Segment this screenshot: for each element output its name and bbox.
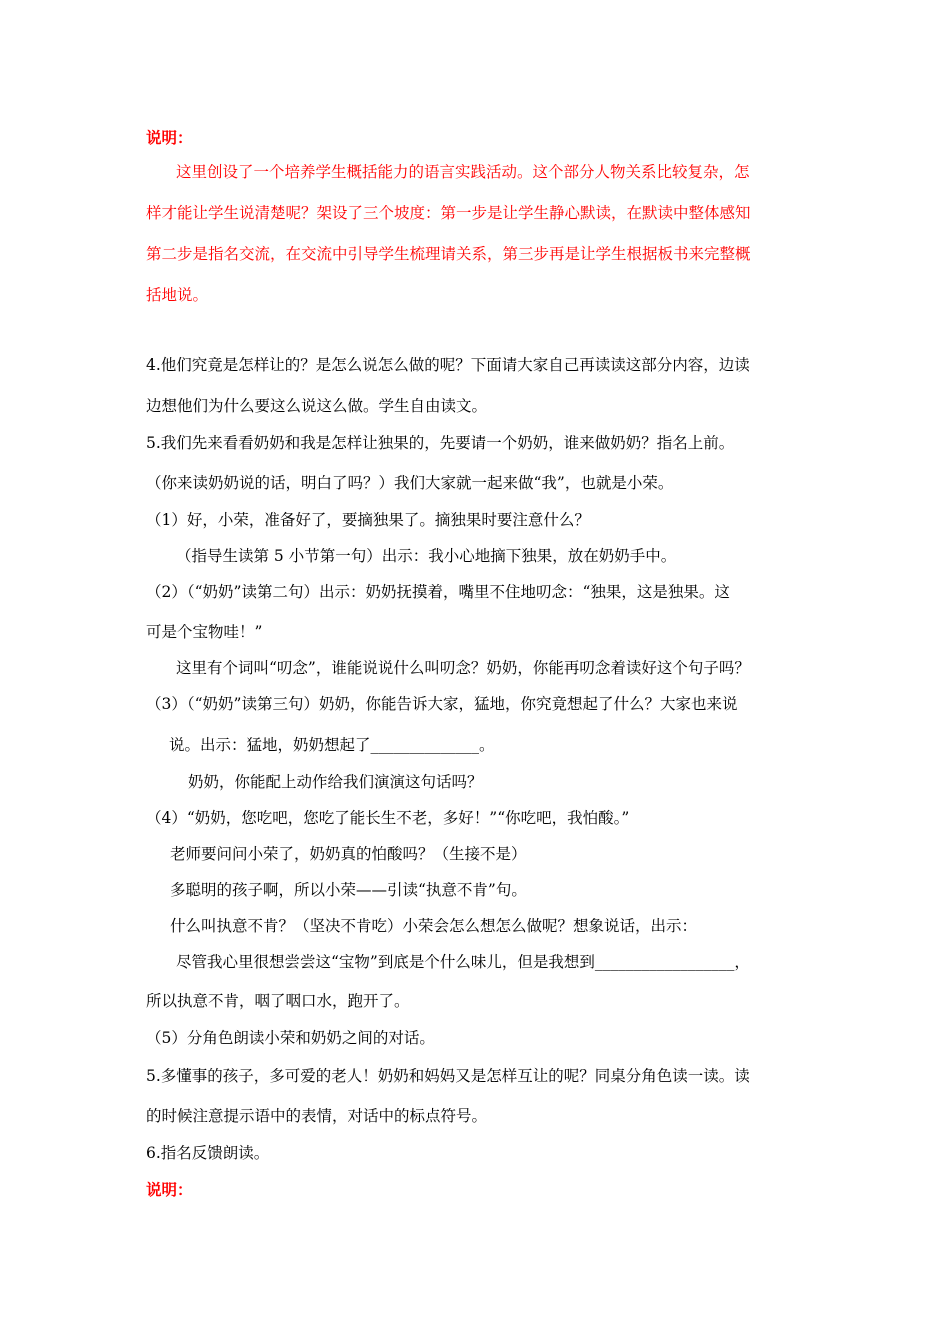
note-line: 这里创设了一个培养学生概括能力的语言实践活动。这个部分人物关系比较复杂，怎 <box>176 163 750 181</box>
body-line: （4）“奶奶，您吃吧，您吃了能长生不老，多好！”“你吃吧，我怕酸。” <box>146 809 630 827</box>
body-line: 尽管我心里很想尝尝这“宝物”到底是个什么味儿，但是我想到__________________， <box>176 953 750 971</box>
body-line: 4.他们究竟是怎样让的？是怎么说怎么做的呢？下面请大家自己再读读这部分内容，边读 <box>146 356 750 374</box>
body-line: 什么叫执意不肯？（坚决不肯吃）小荣会怎么想怎么做呢？想象说话，出示： <box>170 917 698 935</box>
body-line: 6.指名反馈朗读。 <box>146 1144 270 1162</box>
note-line: 样才能让学生说清楚呢？架设了三个坡度：第一步是让学生静心默读，在默读中整体感知 <box>146 204 751 222</box>
body-line: 的时候注意提示语中的表情，对话中的标点符号。 <box>146 1107 488 1125</box>
body-line: 边想他们为什么要这么说这么做。学生自由读文。 <box>146 397 488 415</box>
body-line: （3）（“奶奶”读第三句）奶奶，你能告诉大家，猛地，你究竟想起了什么？大家也来说 <box>146 695 738 713</box>
note-line: 括地说。 <box>146 286 209 304</box>
body-line: （指导生读第 5 小节第一句）出示：我小心地摘下独果，放在奶奶手中。 <box>176 547 677 565</box>
body-line: 5.我们先来看看奶奶和我是怎样让独果的，先要请一个奶奶，谁来做奶奶？指名上前。 <box>146 434 735 452</box>
note-line: 第二步是指名交流，在交流中引导学生梳理请关系，第三步再是让学生根据板书来完整概 <box>146 245 751 263</box>
body-line: 所以执意不肯，咽了咽口水，跑开了。 <box>146 992 410 1010</box>
body-line: 老师要问问小荣了，奶奶真的怕酸吗？（生接不是） <box>170 845 527 863</box>
body-line: （你来读奶奶说的话，明白了吗？）我们大家就一起来做“我”，也就是小荣。 <box>146 474 674 492</box>
note-heading: 说明： <box>146 128 193 147</box>
body-line: （5）分角色朗读小荣和奶奶之间的对话。 <box>146 1029 435 1047</box>
body-line: 可是个宝物哇！” <box>146 623 263 641</box>
body-line: 5.多懂事的孩子，多可爱的老人！奶奶和妈妈又是怎样互让的呢？同桌分角色读一读。读 <box>146 1067 750 1085</box>
body-line: （2）（“奶奶”读第二句）出示：奶奶抚摸着，嘴里不住地叨念：“独果，这是独果。这 <box>146 583 730 601</box>
body-line: 多聪明的孩子啊，所以小荣——引读“执意不肯”句。 <box>170 881 527 899</box>
body-line: 说。出示：猛地，奶奶想起了______________。 <box>169 736 495 754</box>
body-line: 奶奶，你能配上动作给我们演演这句话吗？ <box>188 773 483 791</box>
body-line: （1）好，小荣，准备好了，要摘独果了。摘独果时要注意什么？ <box>146 511 590 529</box>
note-heading: 说明： <box>146 1180 193 1199</box>
body-line: 这里有个词叫“叨念”，谁能说说什么叫叨念？奶奶，你能再叨念着读好这个句子吗？ <box>176 659 750 677</box>
